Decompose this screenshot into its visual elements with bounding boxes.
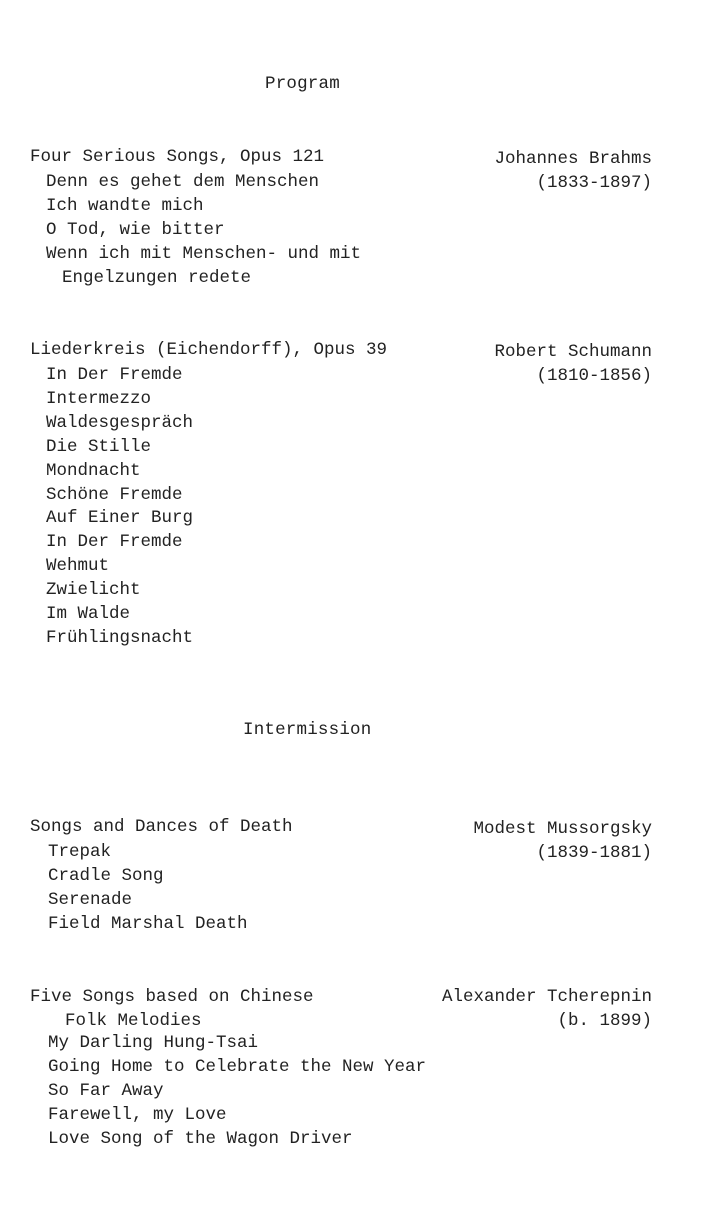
song-item: Die Stille [46,436,152,457]
song-item: So Far Away [48,1080,164,1101]
song-item: Im Walde [46,604,131,625]
intermission-title: Intermission [243,720,372,740]
song-item: Engelzungen redete [62,267,252,288]
song-list [48,1032,426,1152]
song-item: Trepak [48,842,112,862]
song-item: Cradle Song [48,865,164,886]
song-item: My Darling Hung-Tsai [48,1033,259,1053]
song-item: Schöne Fremde [46,484,183,505]
song-item: Mondnacht [46,460,141,481]
song-item: Frühlingsnacht [46,627,194,648]
program-title: Program [265,74,340,94]
work-title: Four Serious Songs, Opus 121 [30,147,325,167]
work-title: Liederkreis (Eichendorff), Opus 39 [30,340,388,360]
composer-block [442,985,652,1033]
song-item: Zwielicht [46,580,141,601]
composer-dates: (1810-1856) [536,366,652,386]
composer-dates: (1839-1881) [536,843,652,863]
composer-name: Johannes Brahms [494,149,652,169]
song-item: O Tod, wie bitter [46,219,225,240]
composer-block [494,147,652,195]
song-list [48,841,248,937]
composer-name: Modest Mussorgsky [473,819,652,839]
work-title-line: Folk Melodies [65,1011,202,1031]
song-item: In Der Fremde [46,365,183,385]
song-item: In Der Fremde [46,532,183,553]
song-item: Denn es gehet dem Menschen [46,172,320,192]
song-item: Serenade [48,889,133,910]
song-item: Auf Einer Burg [46,508,194,529]
composer-name: Alexander Tcherepnin [441,987,652,1007]
composer-dates: (1833-1897) [536,173,652,193]
composer-block [494,340,652,388]
song-item: Wehmut [46,556,110,577]
composer-name: Robert Schumann [494,342,652,362]
song-list [46,364,193,651]
song-item: Love Song of the Wagon Driver [48,1128,353,1149]
song-item: Farewell, my Love [48,1104,227,1125]
work-title-line: Five Songs based on Chinese [30,987,314,1007]
work-title [30,985,314,1033]
song-item: Intermezzo [46,388,152,409]
song-item: Going Home to Celebrate the New Year [48,1056,427,1077]
song-item: Waldesgespräch [46,412,194,433]
work-title: Songs and Dances of Death [30,817,293,837]
composer-block [473,817,652,865]
song-item: Ich wandte mich [46,195,204,216]
song-list [46,171,361,291]
song-item: Field Marshal Death [48,913,248,934]
composer-dates: (b. 1899) [557,1011,652,1031]
song-item: Wenn ich mit Menschen- und mit [46,243,362,264]
